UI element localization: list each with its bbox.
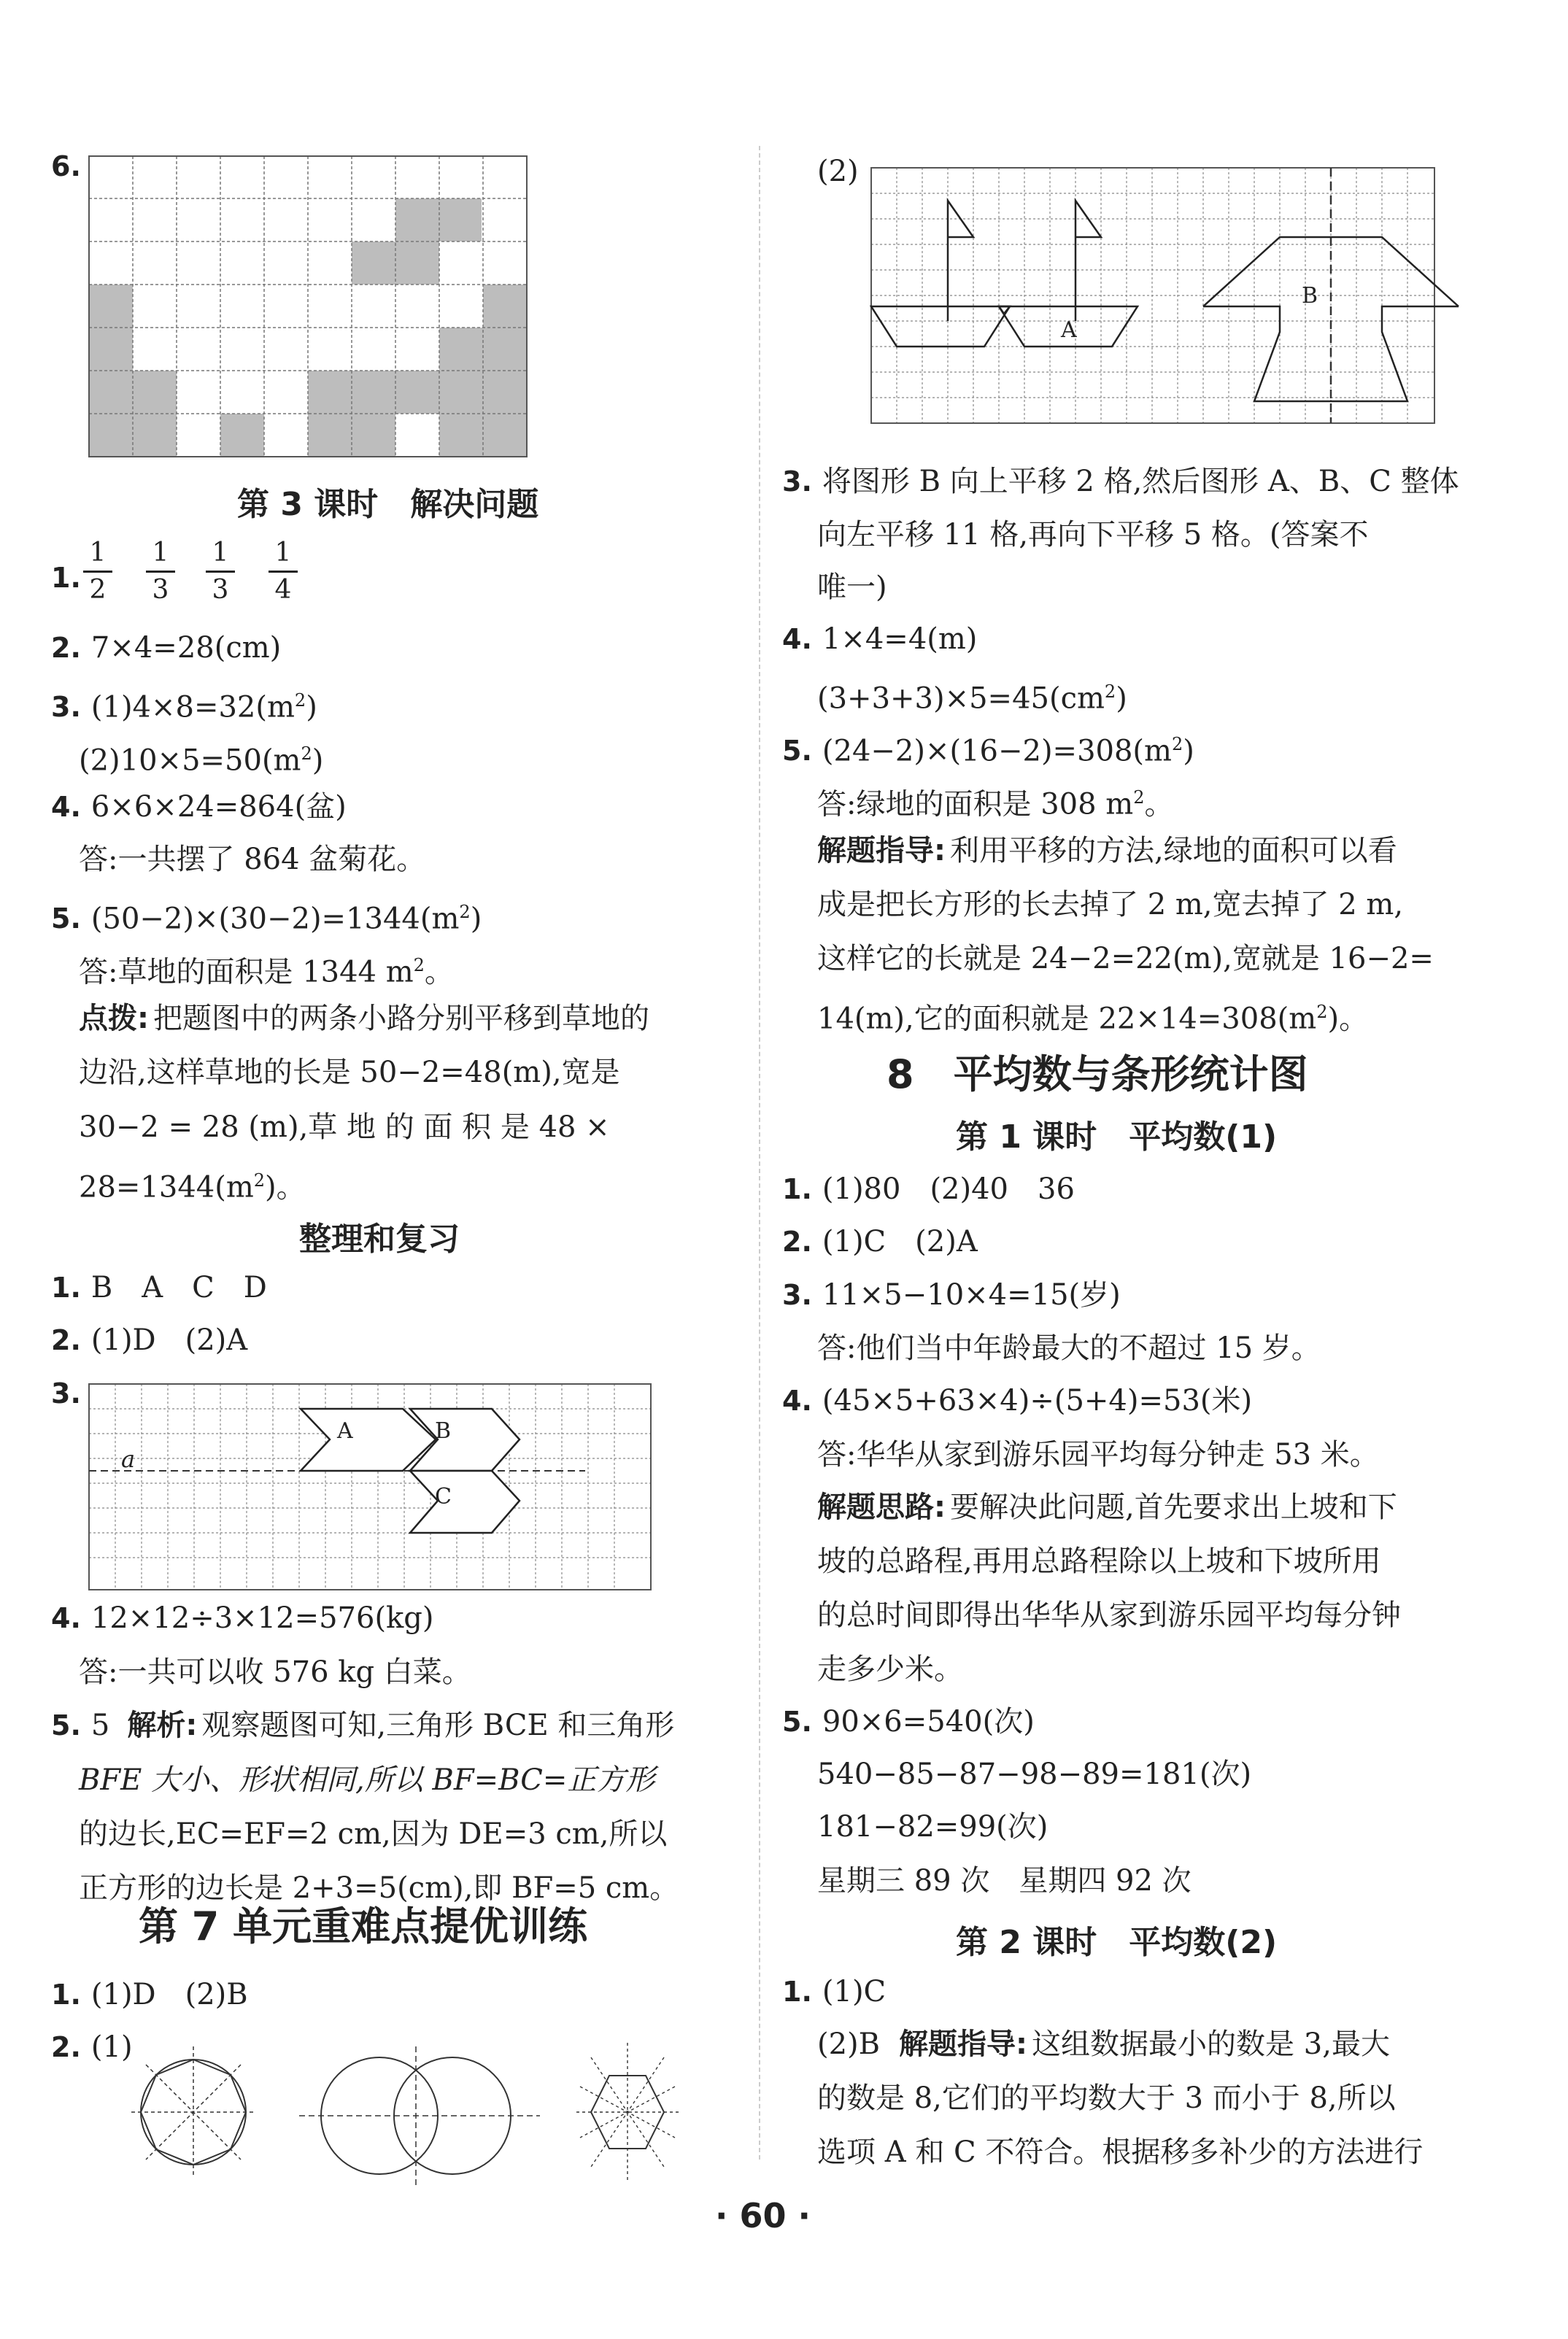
hint-line: 30−2 = 28 (m),草 地 的 面 积 是 48 × (79, 1110, 610, 1144)
shaded-grid-figure (89, 156, 527, 458)
analysis-line: 的边长,EC=EF=2 cm,因为 DE=3 cm,所以 (79, 1817, 668, 1851)
sub-label: (2) (817, 155, 859, 188)
guide-line: 成是把长方形的长去掉了 2 m,宽去掉了 2 m, (817, 888, 1404, 921)
boat-house-grid-figure (871, 168, 1434, 425)
section-title-c2: 第 2 课时 平均数(2) (956, 1924, 1278, 1961)
answer-line: 540−85−87−98−89=181(次) (817, 1758, 1252, 1791)
chapter8-title: 8 平均数与条形统计图 (887, 1051, 1308, 1097)
hint-line: 点拨: 把题图中的两条小路分别平移到草地的 (79, 1002, 649, 1035)
answer-line: 4. (45×5+63×4)÷(5+4)=53(米) (782, 1384, 1253, 1418)
symmetry-figures (131, 2043, 686, 2189)
answer-line: 2. (1)C (2)A (782, 1225, 978, 1259)
guide-line: 这样它的长就是 24−2=22(m),宽就是 16−2= (817, 942, 1434, 975)
column-divider (759, 146, 760, 2160)
answer-line: 1. B A C D (51, 1271, 267, 1304)
question-number: 3. (51, 1377, 81, 1410)
answer-line: 答:一共摆了 864 盆菊花。 (79, 843, 426, 876)
two-circles-figure (299, 2046, 540, 2185)
question-number: 1. (51, 562, 81, 594)
answer-line: 4. 12×12÷3×12=576(kg) (51, 1601, 434, 1635)
guide-line: 选项 A 和 C 不符合。根据移多补少的方法进行 (817, 2135, 1424, 2169)
answer-line: 181−82=99(次) (817, 1810, 1048, 1844)
shape-label: B (1302, 283, 1318, 309)
answer-line: 1. (1)80 (2)40 36 (782, 1172, 1075, 1206)
unit7-title: 第 7 单元重难点提优训练 (139, 1903, 588, 1949)
think-line: 走多少米。 (817, 1652, 963, 1686)
analysis-line: 正方形的边长是 2+3=5(cm),即 BF=5 cm。 (79, 1871, 679, 1905)
section-title-c1: 第 1 课时 平均数(1) (956, 1118, 1278, 1156)
shape-label: C (435, 1484, 452, 1509)
guide-line: (2)B 解题指导: 这组数据最小的数是 3,最大 (817, 2027, 1390, 2061)
section-title-lesson3: 第 3 课时 解决问题 (237, 486, 539, 523)
axis-label: a (121, 1445, 136, 1473)
circle-octagon-figure (131, 2046, 255, 2178)
shape-label: A (337, 1418, 353, 1444)
analysis-line: BFE 大小、形状相同,所以 BF=BC=正方形 (79, 1763, 655, 1797)
answer-line: $(2)10\times 5=50(m^2)$ (79, 743, 324, 778)
section-title-review: 整理和复习 (299, 1221, 460, 1258)
answer-line: 5. $(50-2)\times(30-2)=1344(m^2)$ (51, 902, 482, 936)
answer-line: 答:草地的面积是 1344 $m^2$。 (79, 955, 454, 989)
think-line: 的总时间即得出华华从家到游乐园平均每分钟 (817, 1598, 1401, 1632)
answer-line: 5. 90×6=540(次) (782, 1705, 1035, 1739)
answer-line: 答:他们当中年龄最大的不超过 15 岁。 (817, 1331, 1321, 1365)
guide-line: 解题指导: 利用平移的方法,绿地的面积可以看 (817, 834, 1397, 867)
answer-line: 2. (1) (51, 2030, 133, 2064)
hint-line: 边沿,这样草地的长是 50−2=48(m),宽是 (79, 1056, 620, 1089)
hint-line: $28=1344(m^2)$。 (79, 1170, 306, 1205)
analysis-line: 5. 5 解析: 观察题图可知,三角形 BCE 和三角形 (51, 1709, 675, 1742)
answer-line: 答:华华从家到游乐园平均每分钟走 53 米。 (817, 1438, 1379, 1472)
answer-line: 向左平移 11 格,再向下平移 5 格。(答案不 (817, 518, 1369, 552)
answer-line: $(3+3+3)\times 5=45(cm^2)$ (817, 681, 1127, 716)
question-number: 6. (51, 150, 81, 182)
think-line: 坡的总路程,再用总路程除以上坡和下坡所用 (817, 1544, 1381, 1578)
answer-line: 3. 11×5−10×4=15(岁) (782, 1278, 1121, 1312)
answer-line: 5. $(24-2)\times(16-2)=308(m^2)$ (782, 734, 1194, 768)
answer-line: 4. 1×4=4(m) (782, 622, 978, 656)
fraction: 1 4 (269, 538, 298, 605)
translation-grid-figure (89, 1384, 651, 1591)
answer-line: 2. (1)D (2)A (51, 1323, 248, 1357)
answer-line: 4. 6×6×24=864(盆) (51, 790, 347, 824)
answer-line: 3. $(1)4\times 8=32(m^2)$ (51, 690, 317, 724)
shape-label: B (435, 1418, 452, 1444)
shape-label: A (1061, 317, 1077, 343)
answer-line: 唯一) (817, 571, 887, 604)
guide-line: 的数是 8,它们的平均数大于 3 而小于 8,所以 (817, 2081, 1396, 2115)
answer-line: 答:绿地的面积是 308 $m^2$。 (817, 787, 1174, 821)
answer-line: 2. 7×4=28(cm) (51, 631, 282, 665)
answer-line: 答:一共可以收 576 kg 白菜。 (79, 1655, 471, 1689)
answer-line: 3. 将图形 B 向上平移 2 格,然后图形 A、B、C 整体 (782, 465, 1459, 498)
fraction: 1 2 (83, 538, 112, 605)
hexagon-figure (576, 2043, 679, 2181)
answer-line: 1. (1)D (2)B (51, 1978, 248, 2011)
page-number: · 60 · (715, 2196, 811, 2235)
fraction: 1 3 (206, 538, 235, 605)
answer-line: 1. (1)C (782, 1975, 887, 2009)
fraction: 1 3 (146, 538, 175, 605)
guide-line: 14(m),它的面积就是 $22\times 14=308(m^2)$。 (817, 1002, 1369, 1036)
think-line: 解题思路: 要解决此问题,首先要求出上坡和下 (817, 1491, 1397, 1524)
answer-line: 星期三 89 次 星期四 92 次 (817, 1864, 1192, 1898)
